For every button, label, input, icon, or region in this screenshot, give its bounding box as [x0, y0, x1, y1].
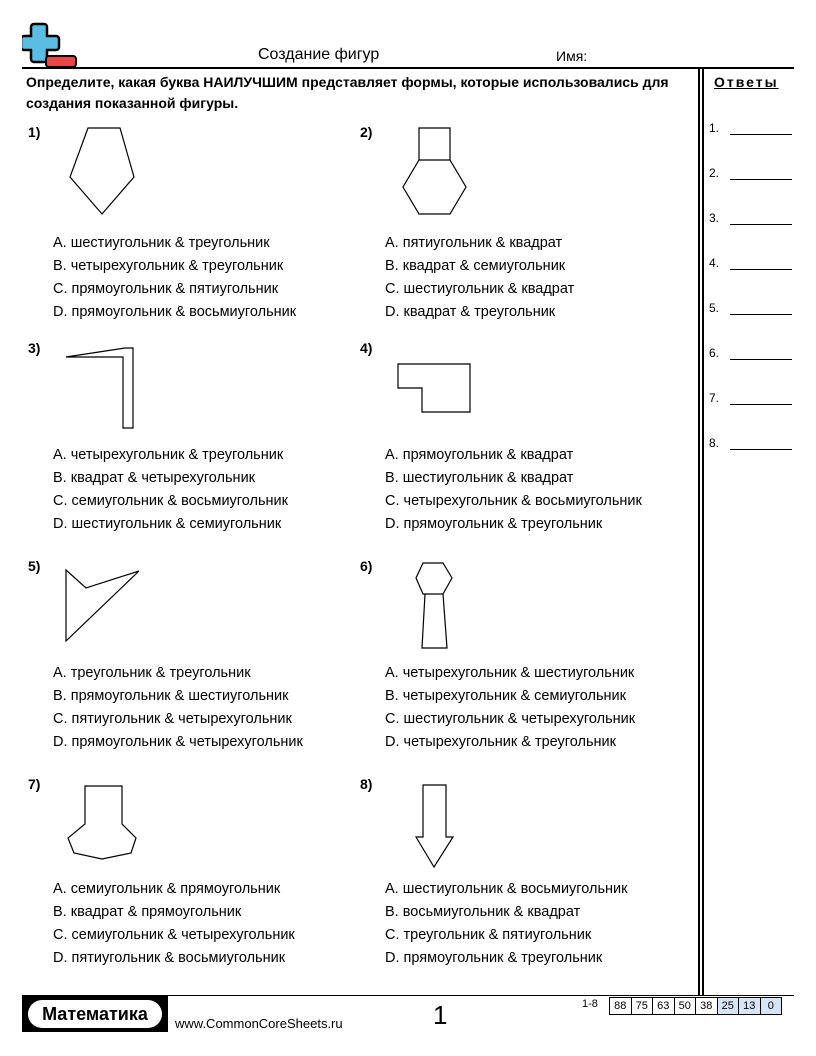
option-b[interactable]: B. шестиугольник & квадрат [385, 470, 574, 486]
score-cell: 50 [674, 998, 696, 1014]
answer-number: 3. [709, 211, 720, 225]
option-a[interactable]: A. четырехугольник & треугольник [53, 447, 284, 463]
option-a[interactable]: A. семиугольник & прямоугольник [53, 881, 281, 897]
page-number: 1 [433, 1000, 448, 1030]
answer-number: 2. [709, 166, 720, 180]
answer-column-divider [698, 69, 700, 996]
answer-slot-4[interactable] [709, 256, 794, 274]
answer-slot-5[interactable] [709, 301, 794, 319]
question-1 [28, 124, 358, 334]
option-c[interactable]: C. семиугольник & восьмиугольник [53, 493, 288, 509]
answer-number: 8. [709, 436, 720, 450]
option-b[interactable]: B. квадрат & прямоугольник [53, 904, 242, 920]
question-7 [28, 776, 358, 986]
answer-slot-6[interactable] [709, 346, 794, 364]
question-number: 1) [28, 124, 41, 140]
question-number: 4) [360, 340, 373, 356]
site-url[interactable]: www.CommonCoreSheets.ru [175, 1016, 343, 1031]
option-a[interactable]: A. четырехугольник & шестиугольник [385, 665, 635, 681]
option-d[interactable]: D. прямоугольник & четырехугольник [53, 734, 303, 750]
question-5 [28, 558, 358, 768]
score-cell: 75 [631, 998, 653, 1014]
option-d[interactable]: D. квадрат & треугольник [385, 304, 556, 320]
answer-number: 6. [709, 346, 720, 360]
question-3 [28, 340, 358, 550]
corner-figure-icon [28, 340, 148, 440]
question-number: 5) [28, 558, 41, 574]
answers-title: Ответы [714, 74, 779, 90]
l-shape-figure-icon [360, 340, 480, 440]
answer-line[interactable] [730, 449, 792, 450]
score-cell: 63 [652, 998, 674, 1014]
option-a[interactable]: A. пятиугольник & квадрат [385, 235, 563, 251]
option-b[interactable]: B. восьмиугольник & квадрат [385, 904, 581, 920]
instructions: Определите, какая буква НАИЛУЧШИМ представляет формы, которые использовались для создания показанной фигуры. [26, 74, 669, 111]
option-d[interactable]: D. прямоугольник & треугольник [385, 516, 603, 532]
option-b[interactable]: B. квадрат & семиугольник [385, 258, 566, 274]
answer-line[interactable] [730, 359, 792, 360]
score-cell: 13 [738, 998, 760, 1014]
header-rule [22, 67, 794, 69]
pentagon-figure-icon [28, 124, 148, 224]
option-d[interactable]: D. четырехугольник & треугольник [385, 734, 616, 750]
answer-slot-3[interactable] [709, 211, 794, 229]
answer-line[interactable] [730, 224, 792, 225]
question-number: 7) [28, 776, 41, 792]
answer-slot-8[interactable] [709, 436, 794, 454]
option-d[interactable]: D. шестиугольник & семиугольник [53, 516, 282, 532]
option-c[interactable]: C. шестиугольник & четырехугольник [385, 711, 636, 727]
answer-slot-1[interactable] [709, 121, 794, 139]
answer-number: 4. [709, 256, 720, 270]
down-arrow-figure-icon [360, 776, 480, 876]
question-6 [360, 558, 690, 768]
option-b[interactable]: B. квадрат & четырехугольник [53, 470, 256, 486]
question-number: 2) [360, 124, 373, 140]
option-a[interactable]: A. шестиугольник & восьмиугольник [385, 881, 628, 897]
score-cell: 88 [614, 1000, 627, 1012]
score-range: 1-8 [582, 998, 598, 1010]
hexagon-quadrilateral-figure-icon [360, 558, 480, 658]
score-table [609, 997, 782, 1015]
option-c[interactable]: C. семиугольник & четырехугольник [53, 927, 295, 943]
brand-label: Математика [28, 1000, 162, 1028]
page-title: Создание фигур [258, 46, 380, 63]
answer-slot-2[interactable] [709, 166, 794, 184]
brand-badge [22, 996, 168, 1032]
option-b[interactable]: B. четырехугольник & семиугольник [385, 688, 626, 704]
score-cell: 25 [717, 998, 739, 1014]
question-4 [360, 340, 690, 550]
option-c[interactable]: C. треугольник & пятиугольник [385, 927, 592, 943]
answer-number: 7. [709, 391, 720, 405]
name-label: Имя: [556, 48, 588, 64]
option-d[interactable]: D. прямоугольник & треугольник [385, 950, 603, 966]
question-number: 3) [28, 340, 41, 356]
option-c[interactable]: C. прямоугольник & пятиугольник [53, 281, 279, 297]
answer-column-divider [702, 69, 704, 996]
question-number: 8) [360, 776, 373, 792]
two-triangles-figure-icon [28, 558, 148, 658]
square-heptagon-figure-icon [28, 776, 148, 876]
answer-line[interactable] [730, 134, 792, 135]
option-b[interactable]: B. прямоугольник & шестиугольник [53, 688, 289, 704]
option-d[interactable]: D. прямоугольник & восьмиугольник [53, 304, 297, 320]
answer-number: 1. [709, 121, 720, 135]
question-2 [360, 124, 690, 334]
option-a[interactable]: A. шестиугольник & треугольник [53, 235, 270, 251]
answer-line[interactable] [730, 404, 792, 405]
answer-slot-7[interactable] [709, 391, 794, 409]
square-hexagon-figure-icon [360, 124, 480, 224]
answer-line[interactable] [730, 179, 792, 180]
answer-number: 5. [709, 301, 720, 315]
option-d[interactable]: D. пятиугольник & восьмиугольник [53, 950, 286, 966]
option-a[interactable]: A. треугольник & треугольник [53, 665, 251, 681]
answer-line[interactable] [730, 314, 792, 315]
score-cell: 0 [760, 998, 782, 1014]
option-c[interactable]: C. пятиугольник & четырехугольник [53, 711, 292, 727]
question-number: 6) [360, 558, 373, 574]
option-a[interactable]: A. прямоугольник & квадрат [385, 447, 574, 463]
option-c[interactable]: C. шестиугольник & квадрат [385, 281, 575, 297]
option-b[interactable]: B. четырехугольник & треугольник [53, 258, 284, 274]
question-8 [360, 776, 690, 986]
score-cell: 38 [695, 998, 717, 1014]
option-c[interactable]: C. четырехугольник & восьмиугольник [385, 493, 642, 509]
answer-line[interactable] [730, 269, 792, 270]
plus-minus-logo-icon [22, 22, 80, 68]
